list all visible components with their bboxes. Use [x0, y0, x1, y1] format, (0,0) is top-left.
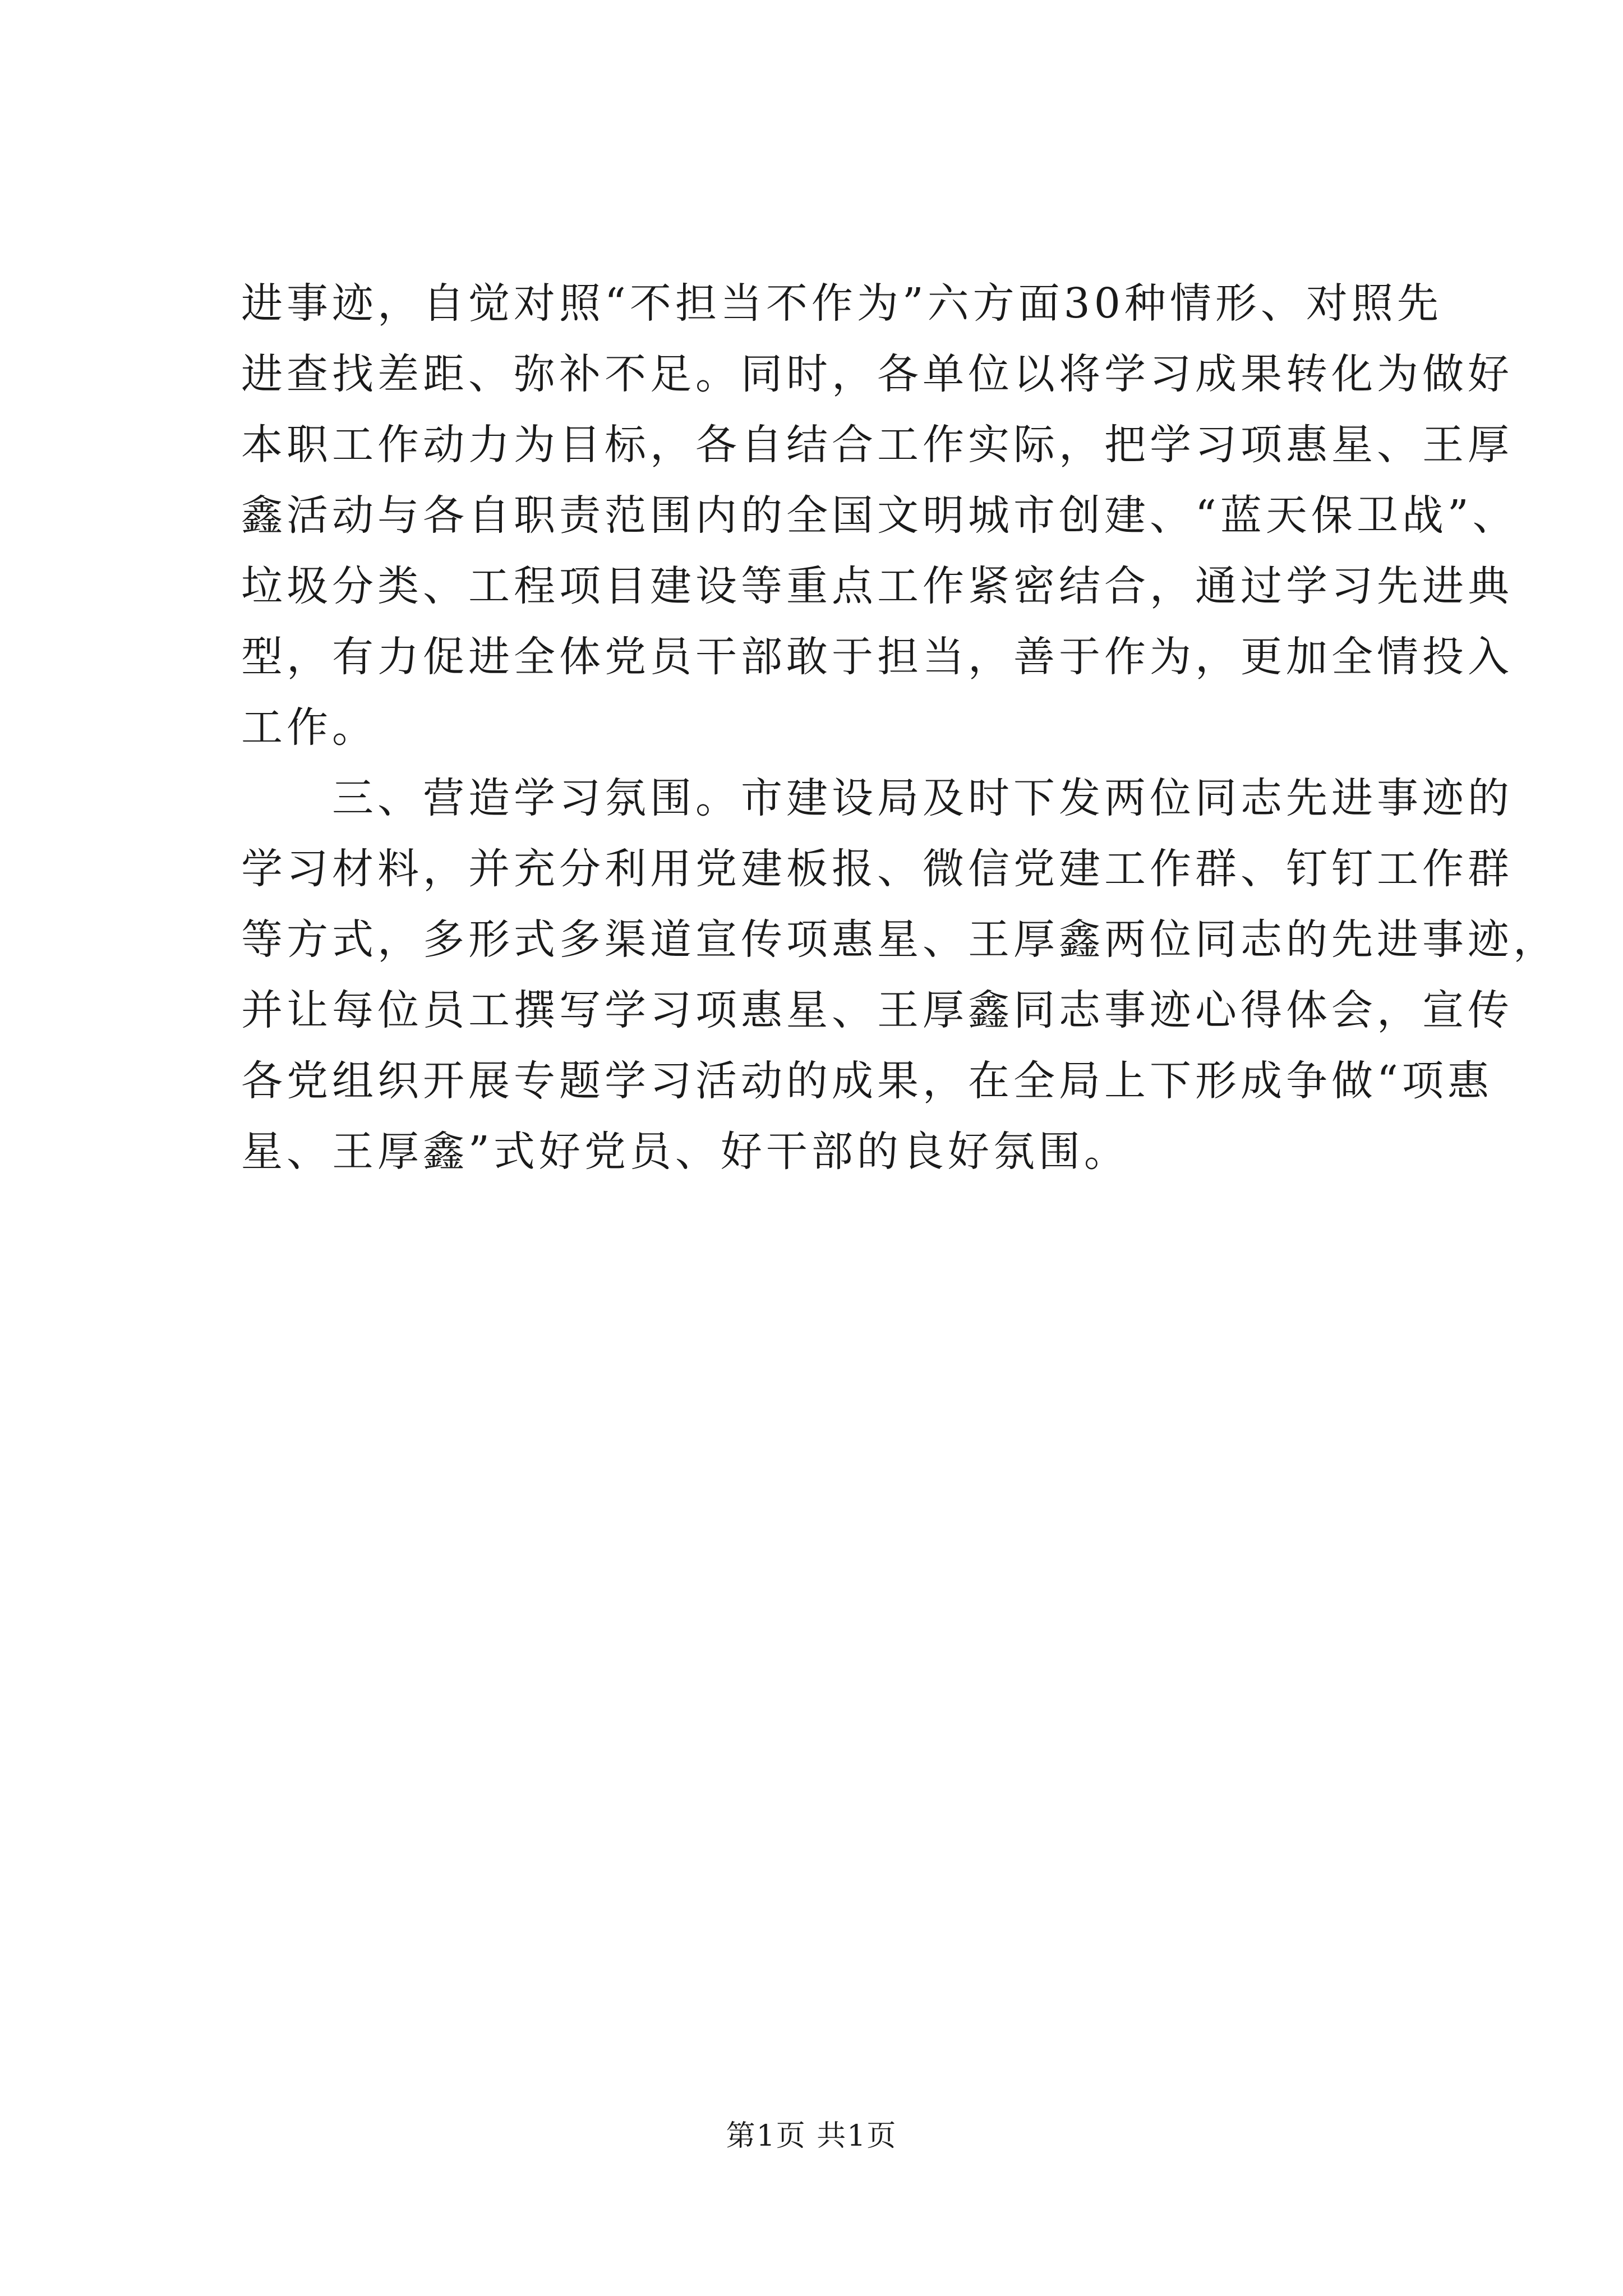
- text-line: 型，有力促进全体党员干部敢于担当，善于作为，更加全情投入: [241, 633, 1513, 681]
- text-line: 各党组织开展专题学习活动的成果，在全局上下形成争做“项惠: [241, 1057, 1493, 1105]
- text-line: 并让每位员工撰写学习项惠星、王厚鑫同志事迹心得体会，宣传: [241, 986, 1513, 1034]
- body-text: [241, 268, 1559, 1187]
- text-line: 工作。: [241, 703, 377, 752]
- text-line: 学习材料，并充分利用党建板报、微信党建工作群、钉钉工作群: [241, 845, 1513, 893]
- text-line: 鑫活动与各自职责范围内的全国文明城市创建、“蓝天保卫战”、: [241, 491, 1518, 540]
- text-line: 三、营造学习氛围。市建设局及时下发两位同志先进事迹的: [241, 774, 1513, 822]
- text-line: 本职工作动力为目标，各自结合工作实际，把学习项惠星、王厚: [241, 421, 1513, 469]
- page-footer: [0, 2112, 1623, 2154]
- text-line: 垃圾分类、工程项目建设等重点工作紧密结合，通过学习先进典: [241, 562, 1513, 610]
- text-line: 等方式，多形式多渠道宣传项惠星、王厚鑫两位同志的先进事迹，: [241, 915, 1559, 964]
- text-line: 进事迹，自觉对照“不担当不作为”六方面30种情形、对照先: [241, 279, 1442, 328]
- text-line: 星、王厚鑫”式好党员、好干部的良好氛围。: [241, 1128, 1129, 1176]
- text-line: 进查找差距、弥补不足。同时，各单位以将学习成果转化为做好: [241, 350, 1513, 398]
- page-number-label: 第1页 共1页: [726, 2119, 897, 2153]
